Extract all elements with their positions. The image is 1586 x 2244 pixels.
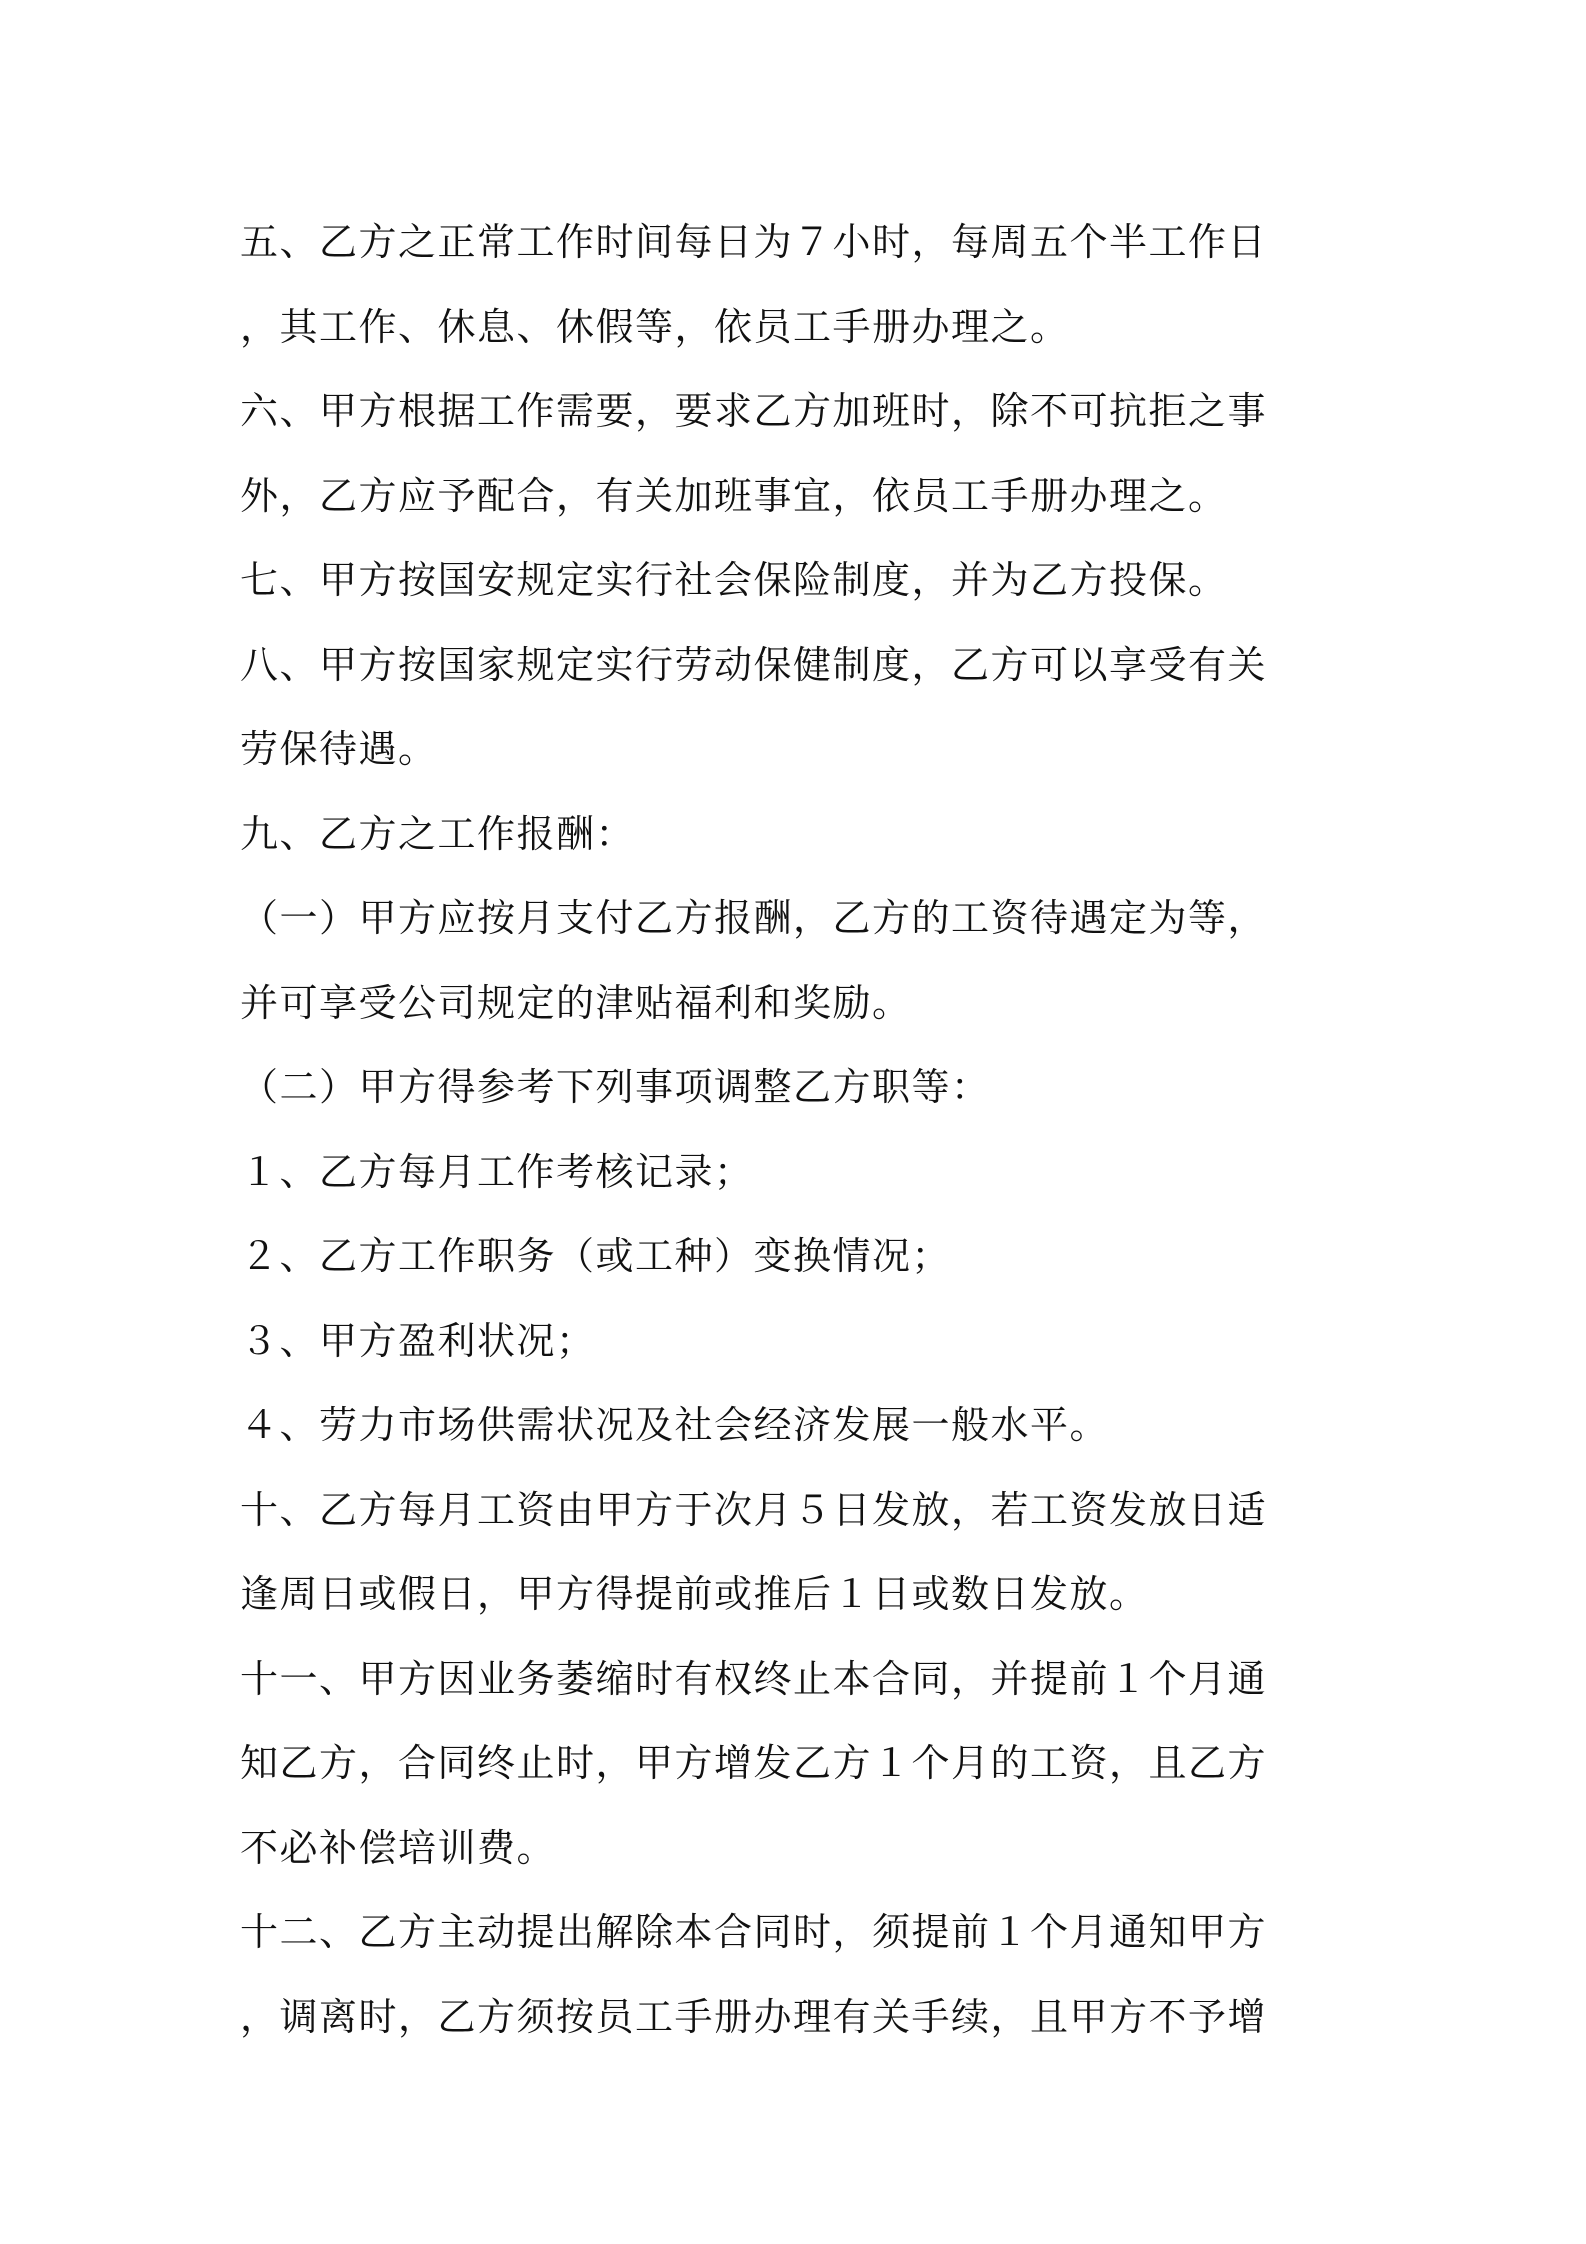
text-line: ，其工作、休息、休假等，依员工手册办理之。 (240, 304, 1070, 349)
text-line: 劳保待遇。 (240, 727, 438, 771)
text-line: 九、乙方之工作报酬： (240, 811, 636, 856)
text-line: （一）甲方应按月支付乙方报酬，乙方的工资待遇定为等， (240, 896, 1268, 940)
text-line: ３、甲方盈利状况； (240, 1318, 596, 1363)
text-line: １、乙方每月工作考核记录； (240, 1149, 754, 1194)
text-line: ４、劳力市场供需状况及社会经济发展一般水平。 (240, 1403, 1110, 1447)
text-line: 六、甲方根据工作需要，要求乙方加班时，除不可抗拒之事 (240, 389, 1268, 433)
text-line: 外，乙方应予配合，有关加班事宜，依员工手册办理之。 (240, 473, 1228, 518)
text-line: 十二、乙方主动提出解除本合同时，须提前１个月通知甲方 (240, 1910, 1268, 1954)
document-body (240, 200, 1370, 2059)
text-line: 知乙方，合同终止时，甲方增发乙方１个月的工资，且乙方 (240, 1741, 1268, 1785)
text-line: （二）甲方得参考下列事项调整乙方职等： (240, 1065, 991, 1109)
text-line: ，调离时，乙方须按员工手册办理有关手续，且甲方不予增 (240, 1994, 1268, 2039)
text-line: 十、乙方每月工资由甲方于次月５日发放，若工资发放日适 (240, 1487, 1268, 1532)
text-line: 十一、甲方因业务萎缩时有权终止本合同，并提前１个月通 (240, 1656, 1268, 1701)
text-line: 并可享受公司规定的津贴福利和奖励。 (240, 980, 912, 1025)
text-line: 七、甲方按国安规定实行社会保险制度，并为乙方投保。 (240, 558, 1228, 602)
text-line: 八、甲方按国家规定实行劳动保健制度，乙方可以享受有关 (240, 642, 1268, 687)
text-line: 逢周日或假日，甲方得提前或推后１日或数日发放。 (240, 1572, 1149, 1616)
text-line: 不必补偿培训费。 (240, 1825, 557, 1870)
text-line: ２、乙方工作职务（或工种）变换情况； (240, 1234, 952, 1278)
text-line: 五、乙方之正常工作时间每日为７小时，每周五个半工作日 (240, 220, 1268, 264)
